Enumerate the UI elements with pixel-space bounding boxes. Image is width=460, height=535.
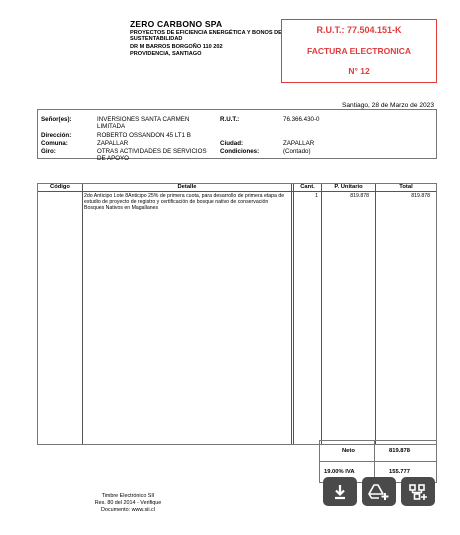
header-detalle: Detalle — [177, 184, 197, 190]
senor-label: Señor(es): — [41, 116, 72, 123]
document-type: FACTURA ELECTRONICA — [306, 46, 412, 56]
document-number: N° 12 — [348, 66, 370, 76]
issue-date: Santiago, 28 de Marzo de 2023 — [341, 102, 434, 109]
condiciones-label: Condiciones: — [220, 148, 260, 155]
row-unitario: 819.878 — [350, 193, 369, 199]
column-divider — [321, 184, 322, 444]
ciudad-label: Ciudad: — [220, 140, 244, 147]
header-divider — [38, 191, 436, 192]
timbre-line-3: Documento: www.sii.cl — [101, 507, 155, 513]
header-cant: Cant. — [300, 184, 315, 190]
issuer-address: DR M BARROS BORGOÑO 110 202 — [130, 44, 223, 50]
download-button[interactable] — [323, 477, 357, 506]
iva-value: 155.777 — [389, 469, 410, 475]
ciudad-value: ZAPALLAR — [283, 140, 315, 147]
neto-value: 819.878 — [389, 448, 410, 454]
neto-label: Neto — [342, 448, 355, 454]
download-icon — [332, 484, 348, 500]
issuer-name: ZERO CARBONO SPA — [130, 19, 223, 29]
senor-value: INVERSIONES SANTA CARMEN LIMITADA — [97, 116, 190, 130]
client-rut-label: R.U.T.: — [220, 116, 240, 123]
network-icon — [408, 483, 428, 501]
issuer-activity: PROYECTOS DE EFICIENCIA ENERGÉTICA Y BONOS DE SUSTENTABILIDAD — [130, 30, 282, 43]
share-network-button[interactable] — [401, 477, 435, 506]
giro-label: Giro: — [41, 148, 56, 155]
iva-label: 19.00% IVA — [324, 469, 355, 475]
header-unitario: P. Unitario — [334, 184, 363, 190]
document-id-box — [281, 19, 437, 83]
timbre-line-2: Res. 80 del 2014 - Verifique — [94, 500, 162, 506]
issuer-city: PROVIDENCIA, SANTIAGO — [130, 51, 202, 57]
column-divider — [82, 184, 83, 444]
column-divider — [291, 184, 294, 444]
drive-add-icon — [368, 483, 390, 501]
client-rut-value: 76.366.430-0 — [283, 116, 320, 123]
save-to-drive-button[interactable] — [362, 477, 396, 506]
totals-divider — [320, 461, 436, 462]
comuna-label: Comuna: — [41, 140, 68, 147]
direccion-value: ROBERTO OSSANDON 45 LT1 B — [97, 132, 191, 139]
direccion-label: Dirección: — [41, 132, 72, 139]
comuna-value: ZAPALLAR — [97, 140, 129, 147]
row-cant: 1 — [315, 193, 318, 199]
column-divider — [375, 184, 376, 444]
header-codigo: Código — [50, 184, 70, 190]
giro-value: OTRAS ACTIVIDADES DE SERVICIOS DE APOYO — [97, 148, 207, 162]
client-info-box — [37, 109, 437, 162]
condiciones-value: (Contado) — [283, 148, 311, 155]
items-table — [37, 183, 437, 445]
timbre-line-1: Timbre Electrónico SII — [101, 493, 155, 499]
issuer-rut: R.U.T.: 77.504.151-K — [316, 25, 402, 35]
header-total: Total — [399, 184, 413, 190]
row-detalle: 2do Anticipo Lote 8Anticipo 25% de primera cuota, para desarrollo de primera etapa de estudio de proyecto de registro y certificación de bosque nativo de conservación Bosques Nativos en Magallanes — [84, 193, 285, 211]
row-total: 819.878 — [411, 193, 430, 199]
